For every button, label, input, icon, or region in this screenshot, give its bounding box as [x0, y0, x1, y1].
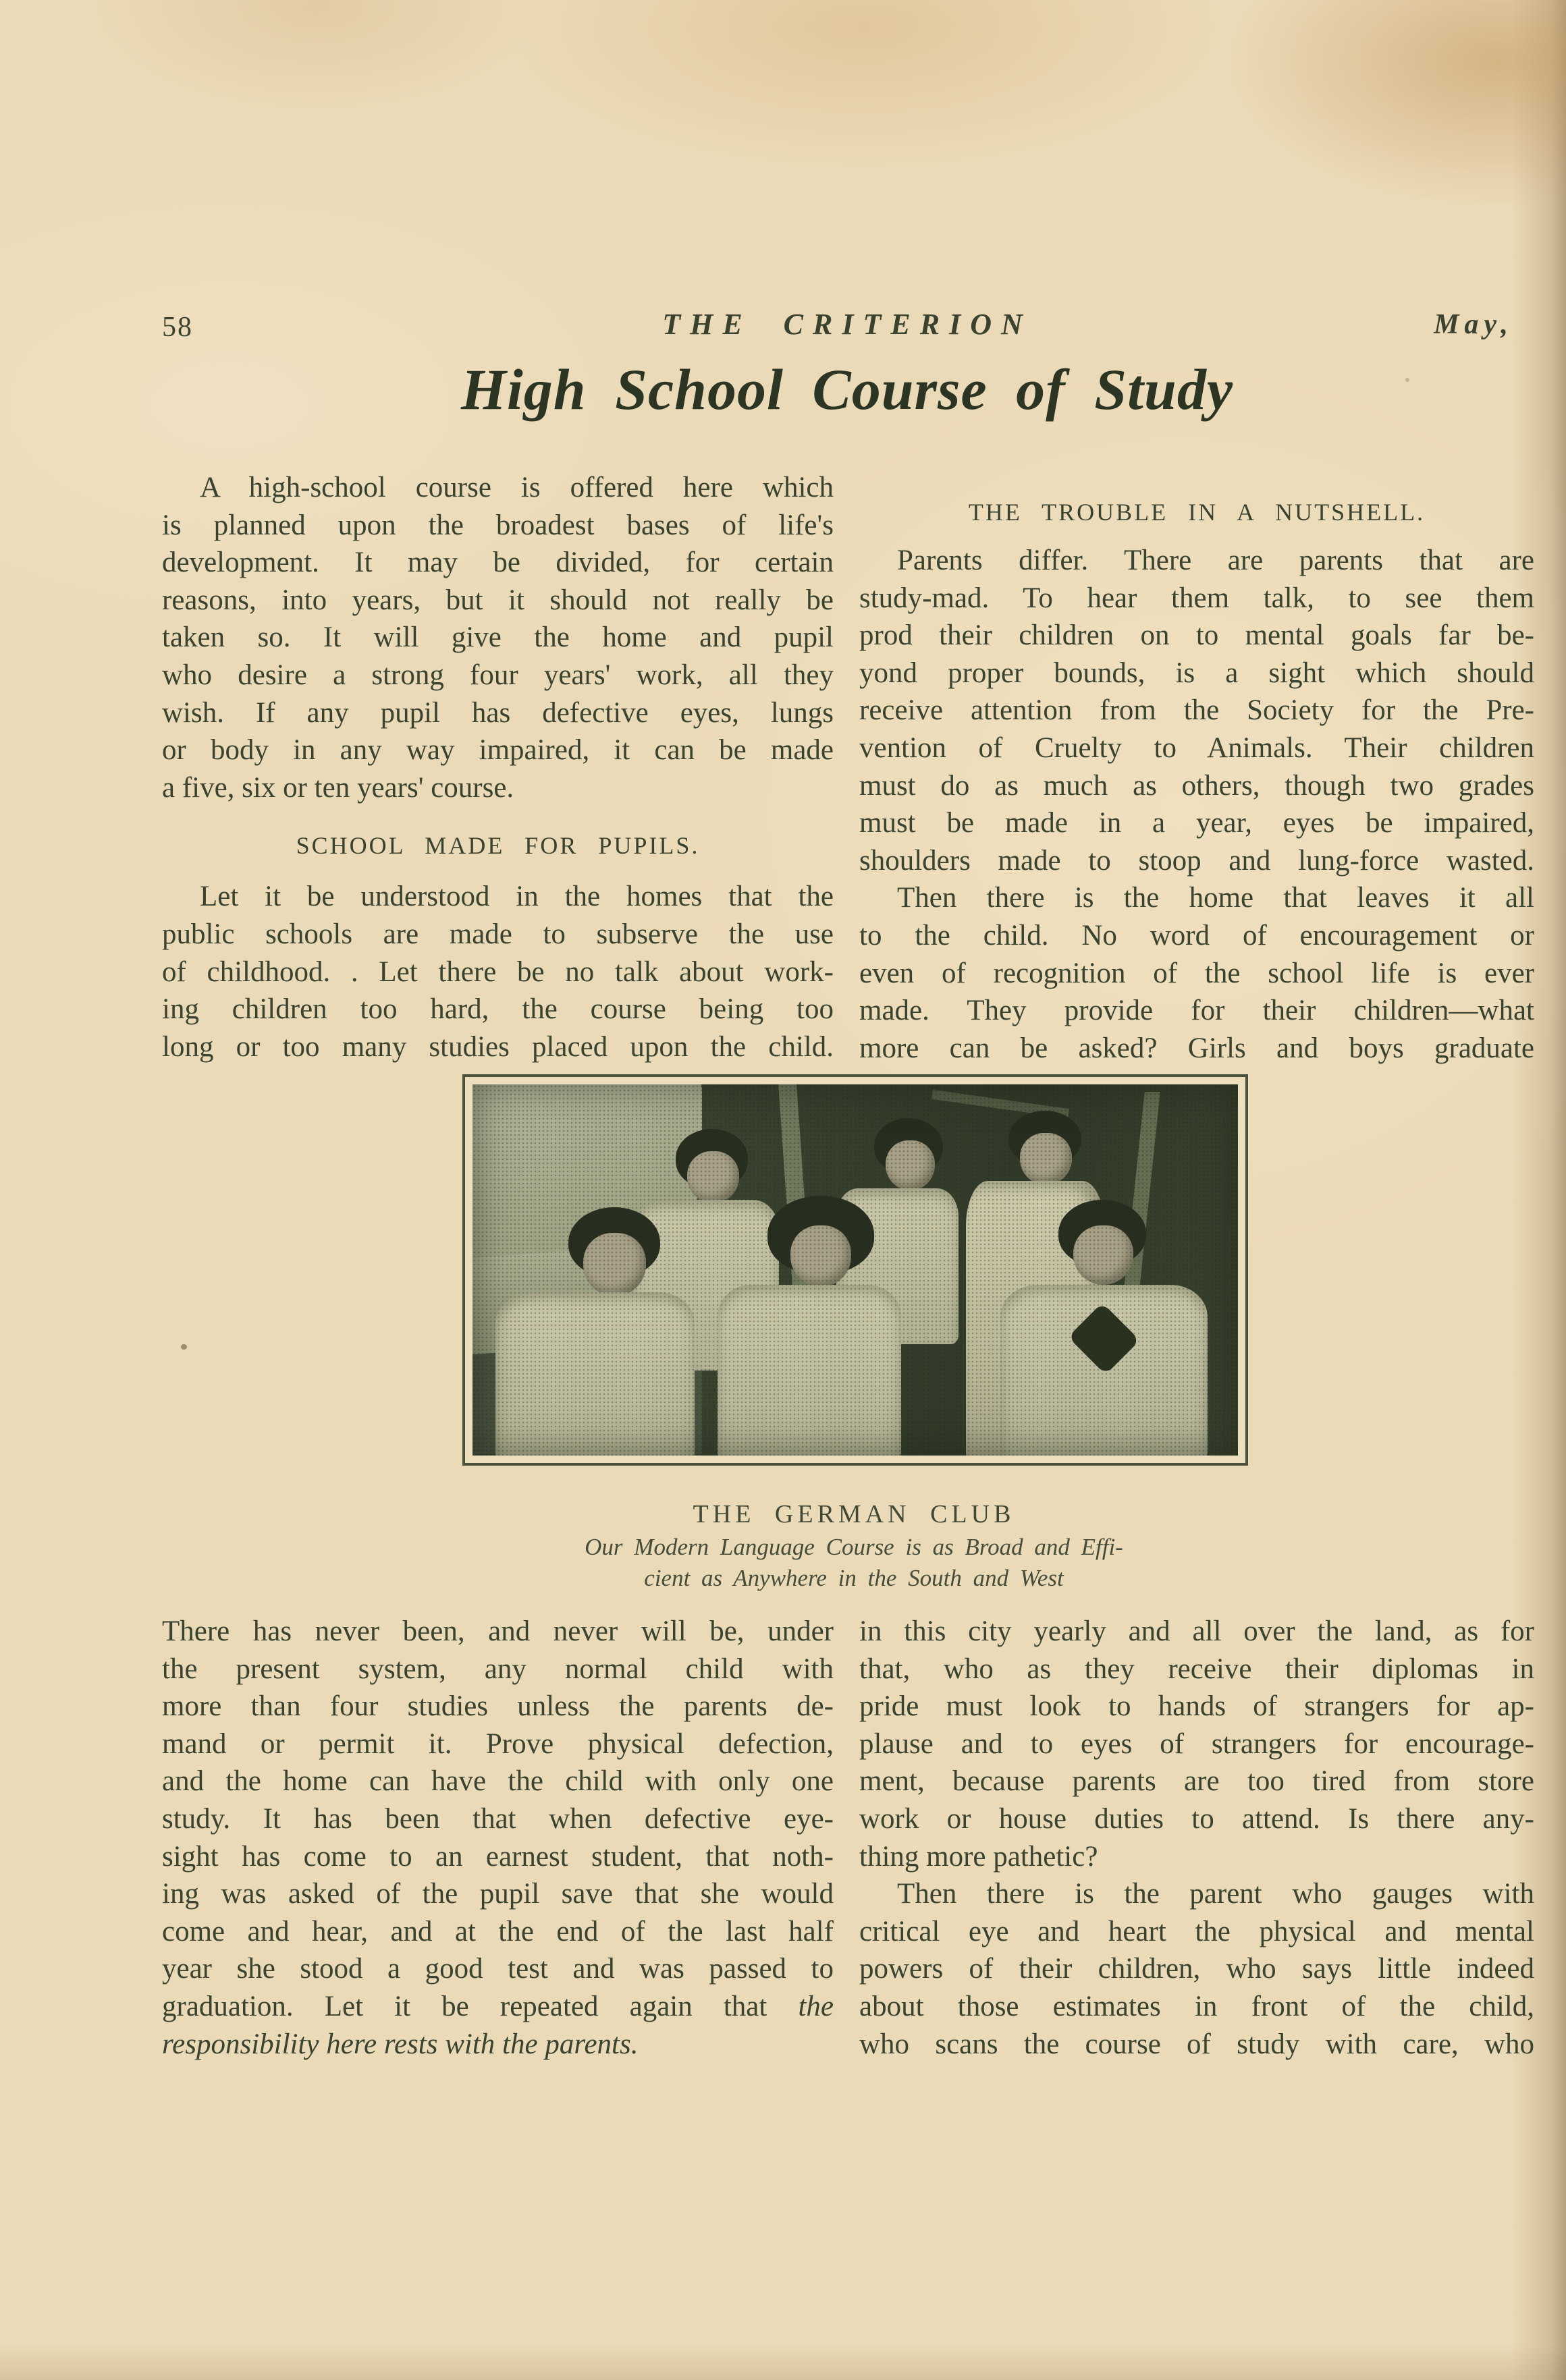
page-number: 58	[162, 312, 193, 343]
text-line: powers of their children, who says little indeed	[859, 1953, 1534, 1985]
fountain-base	[473, 1236, 786, 1356]
text-line: Then there is the home that leaves it all	[897, 882, 1534, 914]
text-line: wish. If any pupil has defective eyes, lungs	[162, 696, 834, 729]
text-line: long or too many studies placed upon the child.	[162, 1030, 834, 1063]
text-line: reasons, into years, but it should not really be	[162, 584, 834, 616]
woman-front-center-hair	[767, 1196, 875, 1274]
caption-line: Our Modern Language Course is as Broad and Effi-	[585, 1534, 1123, 1560]
woman-front-left-face	[583, 1233, 646, 1296]
article-title: High School Course of Study	[461, 357, 1233, 422]
text-line: is planned upon the broadest bases of life's	[162, 509, 834, 541]
text-line: sight has come to an earnest student, that noth-	[162, 1840, 834, 1873]
text-line: critical eye and heart the physical and mental	[859, 1915, 1534, 1947]
text-line: yond proper bounds, is a sight which should	[859, 657, 1534, 689]
woman-back-center-hair	[874, 1118, 943, 1174]
text-line: mand or permit it. Prove physical defection,	[162, 1727, 834, 1760]
text-line: in this city yearly and all over the land, as for	[859, 1615, 1534, 1647]
woman-front-center-blouse	[718, 1285, 901, 1456]
lattice-strut	[1116, 1092, 1160, 1359]
text-line: plause and to eyes of strangers for encourage-	[859, 1727, 1534, 1760]
text-line: receive attention from the Society for the Pre-	[859, 694, 1534, 727]
text-line: who scans the course of study with care, who	[859, 2028, 1534, 2060]
journal-title: THE CRITERION	[662, 308, 1032, 341]
text-line: must be made in a year, eyes be impaired,	[859, 807, 1534, 839]
bottom-left-column	[162, 1613, 834, 2063]
text-line: pride must look to hands of strangers for ap-	[859, 1690, 1534, 1723]
text-line: shoulders made to stoop and lung-force wasted.	[859, 844, 1534, 877]
figure-caption-title: THE GERMAN CLUB	[693, 1500, 1015, 1528]
woman-back-center-face	[886, 1140, 935, 1190]
top-right-column	[859, 469, 1534, 1067]
woman-back-right-face	[1020, 1133, 1072, 1185]
woman-front-right-hair	[1058, 1200, 1146, 1267]
text-line: responsibility here rests with the parents.	[162, 2028, 639, 2060]
text-line: Then there is the parent who gauges with	[897, 1878, 1534, 1910]
issue-date: May,	[1434, 309, 1513, 340]
text-line: development. It may be divided, for certain	[162, 547, 834, 579]
text-line: taken so. It will give the home and pupil	[162, 621, 834, 654]
text-line: to the child. No word of encouragement or	[859, 919, 1534, 951]
woman-front-center-face	[790, 1225, 852, 1287]
section-heading: SCHOOL MADE FOR PUPILS.	[296, 832, 700, 860]
text-line: ing was asked of the pupil save that she would	[162, 1878, 834, 1910]
woman-back-right-dress	[966, 1181, 1104, 1456]
caption-line: cient as Anywhere in the South and West	[644, 1565, 1064, 1591]
text-line: graduation. Let it be repeated again that the	[162, 1990, 834, 2022]
woman-front-left-hair	[568, 1207, 660, 1278]
woman-front-left-blouse	[495, 1292, 695, 1456]
woman-back-left-blouse	[633, 1200, 778, 1371]
text-line: thing more pathetic?	[859, 1840, 1098, 1873]
woman-back-left-hair	[676, 1129, 749, 1188]
text-line: come and hear, and at the end of the last half	[162, 1915, 834, 1947]
text-line: or body in any way impaired, it can be made	[162, 734, 834, 767]
text-line: A high-school course is offered here which	[200, 472, 834, 503]
foliage-background	[702, 1084, 1238, 1456]
running-head	[162, 307, 1532, 348]
text-line: vention of Cruelty to Animals. Their children	[859, 731, 1534, 764]
woman-front-right-bow	[1068, 1302, 1140, 1375]
woman-front-right-blouse	[1000, 1285, 1207, 1456]
text-line: Let it be understood in the homes that the	[200, 881, 834, 913]
text-line: work or house duties to attend. Is there any-	[859, 1802, 1534, 1835]
text-line: study. It has been that when defective eye-	[162, 1802, 834, 1835]
lattice-strut	[932, 1090, 1069, 1118]
text-line: year she stood a good test and was passed to	[162, 1953, 834, 1985]
text-line: of childhood. . Let there be no talk about work-	[162, 956, 834, 988]
lattice-strut	[778, 1084, 813, 1314]
text-line: more than four studies unless the parents de-	[162, 1690, 834, 1723]
bottom-right-column	[859, 1613, 1534, 2063]
text-line: about those estimates in front of the child,	[859, 1990, 1534, 2022]
top-left-column	[162, 469, 834, 1066]
text-line: that, who as they receive their diplomas in	[859, 1653, 1534, 1685]
woman-back-right-hair	[1008, 1111, 1081, 1167]
section-heading: THE TROUBLE IN A NUTSHELL.	[968, 499, 1426, 526]
text-line: must do as much as others, though two grades	[859, 769, 1534, 802]
text-line: the present system, any normal child with	[162, 1653, 834, 1685]
text-line: ing children too hard, the course being too	[162, 993, 834, 1026]
text-line: Parents differ. There are parents that are	[897, 545, 1534, 576]
woman-front-right-face	[1073, 1225, 1133, 1285]
text-line: made. They provide for their children—what	[859, 995, 1534, 1027]
paper-speck	[181, 1344, 187, 1350]
text-line: more can be asked? Girls and boys graduate	[859, 1032, 1534, 1064]
text-line: There has never been, and never will be, under	[162, 1615, 834, 1647]
text-line: and the home can have the child with only one	[162, 1765, 834, 1798]
fountain-pillar	[473, 1084, 702, 1270]
text-line: a five, six or ten years' course.	[162, 771, 514, 804]
woman-back-center-blouse	[836, 1188, 959, 1344]
german-club-photo	[462, 1074, 1248, 1466]
text-line: who desire a strong four years' work, all they	[162, 659, 834, 691]
figure-caption-subtitle	[496, 1532, 1212, 1594]
text-line: even of recognition of the school life is ever	[859, 957, 1534, 989]
woman-back-left-face	[687, 1151, 739, 1203]
text-line: study-mad. To hear them talk, to see them	[859, 582, 1534, 614]
text-line: prod their children on to mental goals far be-	[859, 619, 1534, 652]
text-line: public schools are made to subserve the use	[162, 918, 834, 950]
photo-image	[473, 1084, 1238, 1456]
text-line: ment, because parents are too tired from store	[859, 1765, 1534, 1798]
